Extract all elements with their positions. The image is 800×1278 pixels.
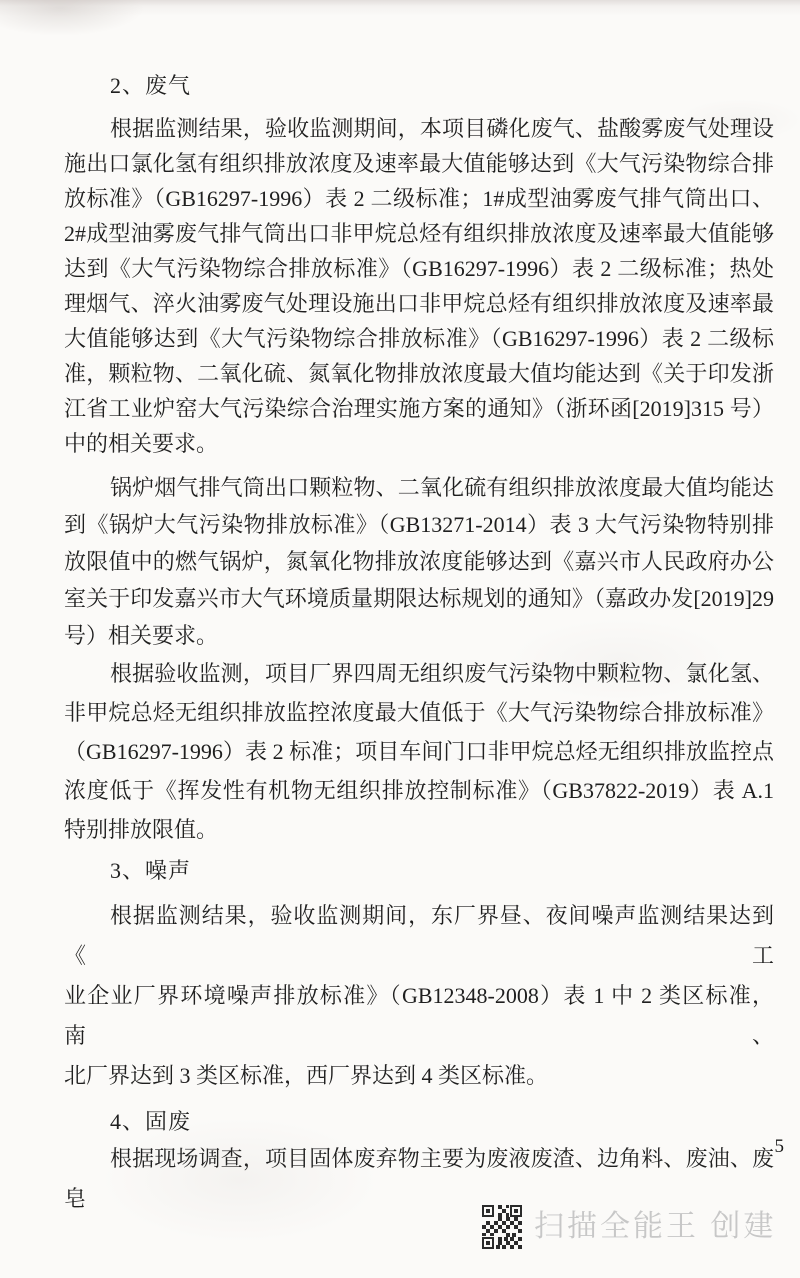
paragraph xyxy=(64,111,774,461)
text-line: 2#成型油雾废气排气筒出口非甲烷总烃有组织排放浓度及速率最大值能够 xyxy=(64,221,774,246)
watermark-label: 扫描全能王 创建 xyxy=(534,1210,777,1243)
scan-watermark xyxy=(482,1204,776,1250)
text-line: （GB16297-1996）表 2 标准；项目车间门口非甲烷总烃无组织排放监控点 xyxy=(64,739,774,764)
text-line: 中的相关要求。 xyxy=(64,431,219,456)
text-line: 根据验收监测，项目厂界四周无组织废气污染物中颗粒物、氯化氢、 xyxy=(110,661,774,686)
text-line: 理烟气、淬火油雾废气处理设施出口非甲烷总烃有组织排放浓度及速率最 xyxy=(64,291,774,316)
text-line: 大值能够达到《大气污染物综合排放标准》（GB16297-1996）表 2 二级标 xyxy=(64,326,774,351)
page-number: 5 xyxy=(774,1136,784,1157)
text-line: 室关于印发嘉兴市大气环境质量期限达标规划的通知》（嘉政办发[2019]29 xyxy=(64,586,774,611)
text-line: 北厂界达到 3 类区标准，西厂界达到 4 类区标准。 xyxy=(64,1063,549,1088)
text-line: 到《锅炉大气污染物排放标准》（GB13271-2014）表 3 大气污染物特别排 xyxy=(64,512,774,537)
section-heading-block xyxy=(64,853,774,888)
section-heading-block xyxy=(64,68,774,103)
text-line: 根据监测结果，验收监测期间，本项目磷化废气、盐酸雾废气处理设 xyxy=(110,116,774,141)
section-heading: 3、噪声 xyxy=(110,858,192,883)
text-line: 准，颗粒物、二氧化硫、氮氧化物排放浓度最大值均能达到《关于印发浙 xyxy=(64,361,774,386)
text-line: 施出口氯化氢有组织排放浓度及速率最大值能够达到《大气污染物综合排 xyxy=(64,151,774,176)
text-line: 放限值中的燃气锅炉，氮氧化物排放浓度能够达到《嘉兴市人民政府办公 xyxy=(64,549,774,574)
paragraph xyxy=(64,654,774,849)
text-line: 根据监测结果，验收监测期间，东厂界昼、夜间噪声监测结果达到《工 xyxy=(64,903,774,968)
text-line: 根据现场调查，项目固体废弃物主要为废液废渣、边角料、废油、废皂 xyxy=(64,1146,774,1211)
text-line: 特别排放限值。 xyxy=(64,817,219,842)
section-heading-block xyxy=(64,1104,774,1139)
section-heading: 2、废气 xyxy=(110,73,192,98)
text-line: 号）相关要求。 xyxy=(64,623,219,648)
text-line: 非甲烷总烃无组织排放监控浓度最大值低于《大气污染物综合排放标准》 xyxy=(64,700,774,725)
text-line: 业企业厂界环境噪声排放标准》（GB12348-2008）表 1 中 2 类区标准，南、 xyxy=(64,983,774,1048)
text-line: 江省工业炉窑大气污染综合治理实施方案的通知》（浙环函[2019]315 号） xyxy=(64,396,774,421)
text-line: 锅炉烟气排气筒出口颗粒物、二氧化硫有组织排放浓度最大值均能达 xyxy=(110,475,774,500)
section-heading: 4、固废 xyxy=(110,1109,192,1134)
text-line: 放标准》（GB16297-1996）表 2 二级标准；1#成型油雾废气排气筒出口、 xyxy=(64,186,774,211)
qr-code-icon xyxy=(482,1204,522,1250)
paragraph xyxy=(64,469,774,654)
text-line: 达到《大气污染物综合排放标准》（GB16297-1996）表 2 二级标准；热处 xyxy=(64,256,774,281)
text-line: 浓度低于《挥发性有机物无组织排放控制标准》（GB37822-2019）表 A.1 xyxy=(64,778,774,803)
paragraph xyxy=(64,896,774,1096)
